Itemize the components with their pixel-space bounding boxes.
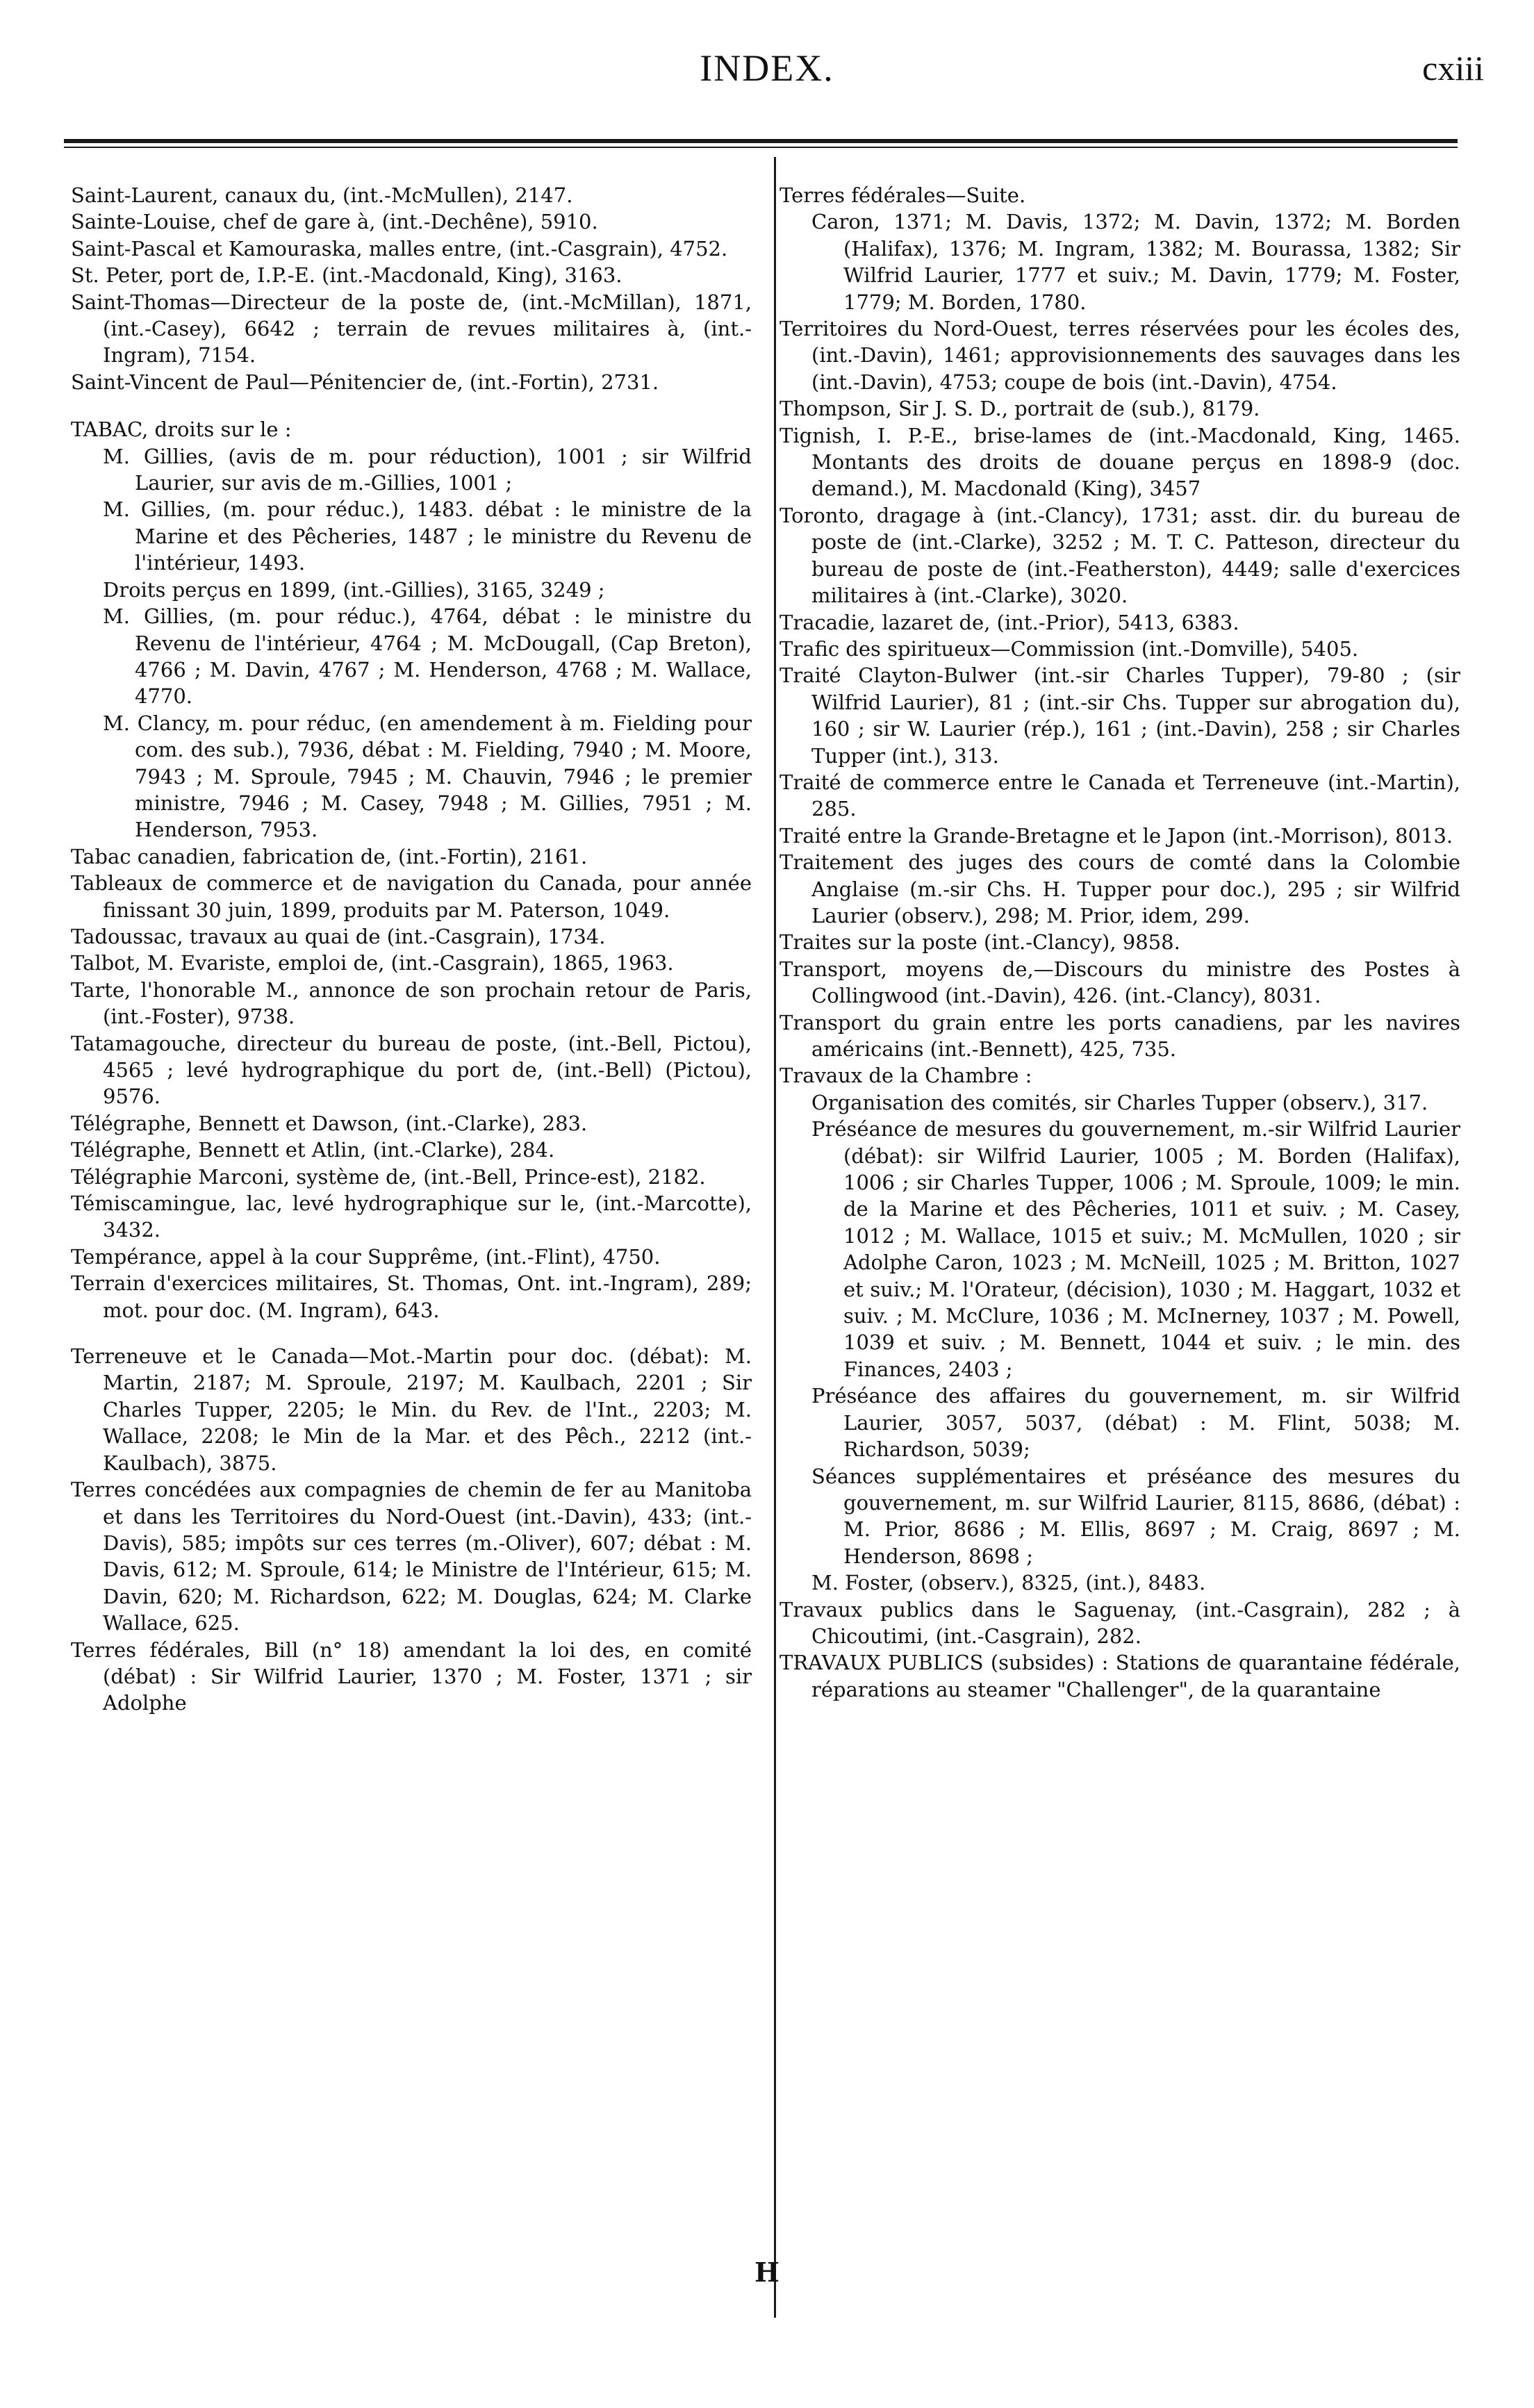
index-entry: Droits perçus en 1899, (int.-Gillies), 3165, 3249 ; (103, 577, 605, 602)
index-entry: Thompson, Sir J. S. D., portrait de (sub.), 8179. (780, 397, 1260, 421)
index-entry: Terres fédérales, Bill (n° 18) amendant la loi des, en comité (débat) : Sir Wilfrid Laurier, 1370 ; M. Foster, 1371 ; sir Adolphe (71, 1638, 752, 1715)
index-entry: Tracadie, lazaret de, (int.-Prior), 5413, 6383. (780, 610, 1239, 634)
index-entry: Télégraphe, Bennett et Atlin, (int.-Clarke), 284. (71, 1138, 555, 1162)
index-entry: Travaux de la Chambre : (780, 1064, 1032, 1088)
index-entry: Saint-Pascal et Kamouraska, malles entre, (int.-Casgrain), 4752. (71, 236, 728, 261)
index-entry: M. Gillies, (m. pour réduc.), 4764, débat : le ministre du Revenu de l'intérieur, 4764 ; M. McDougall, (Cap Breton), 4766 ; M. Davin, 4767 ; M. Henderson, 4768 ; M. Wallace, 4770. (103, 604, 752, 709)
index-entry: M. Gillies, (m. pour réduc.), 1483. débat : le ministre de la Marine et des Pêcheries, 1487 ; le ministre du Revenu de l'intérieur, 1493. (103, 497, 752, 575)
index-entry: Terrain d'exercices militaires, St. Thomas, Ont. int.-Ingram), 289; mot. pour doc. (M. Ingram), 643. (71, 1271, 752, 1322)
index-entry: Témiscamingue, lac, levé hydrographique sur le, (int.-Marcotte), 3432. (71, 1191, 752, 1242)
index-entry: Terres concédées aux compagnies de chemin de fer au Manitoba et dans les Territoires du Nord-Ouest (int.-Davin), 433; (int.-Davis), 585; impôts sur ces terres (m.-Oliver), 607; débat : M. Davis, 612; M. Sproule, 614; le Ministre de l'Intérieur, 615; M. Davin, 620; M. Richardson, 622; M. Douglas, 624; M. Clarke Wallace, 625. (71, 1478, 752, 1635)
column-divider (774, 157, 776, 2318)
index-entry: Tempérance, appel à la cour Supprême, (int.-Flint), 4750. (71, 1244, 661, 1269)
page-number: cxiii (1422, 49, 1484, 88)
index-entry: M. Gillies, (avis de m. pour réduction), 1001 ; sir Wilfrid Laurier, sur avis de m.-Gillies, 1001 ; (103, 444, 752, 495)
page-header (0, 0, 1534, 132)
index-entry: M. Clancy, m. pour réduc, (en amendement à m. Fielding pour com. des sub.), 7936, débat : M. Fielding, 7940 ; M. Moore, 7943 ; M. Sproule, 7945 ; M. Chauvin, 7946 ; le premier ministre, 7946 ; M. Casey, 7948 ; M. Gillies, 7951 ; M. Henderson, 7953. (103, 711, 752, 842)
index-entry: St. Peter, port de, I.P.-E. (int.-Macdonald, King), 3163. (71, 263, 622, 288)
index-entry: Tadoussac, travaux au quai de (int.-Casgrain), 1734. (71, 924, 606, 948)
index-entry: Télégraphe, Bennett et Dawson, (int.-Clarke), 283. (71, 1111, 588, 1135)
index-entry: Traité de commerce entre le Canada et Terreneuve (int.-Martin), 285. (780, 770, 1460, 821)
index-entry: Tabac canadien, fabrication de, (int.-Fortin), 2161. (71, 844, 588, 868)
header-rule-thick (64, 139, 1458, 143)
index-entry: Terres fédérales—Suite. (780, 183, 1026, 207)
index-entry: Transport, moyens de,—Discours du ministre des Postes à Collingwood (int.-Davin), 426. (int.-Clancy), 8031. (780, 957, 1460, 1008)
index-entry: Préséance des affaires du gouvernement, m. sir Wilfrid Laurier, 3057, 5037, (débat) : M. Flint, 5038; M. Richardson, 5039; (811, 1384, 1460, 1462)
index-entry: Saint-Vincent de Paul—Pénitencier de, (int.-Fortin), 2731. (71, 370, 659, 394)
index-entry: Saint-Thomas—Directeur de la poste de, (int.-McMillan), 1871, (int.-Casey), 6642 ; terrain de revues militaires à, (int.-Ingram), 7154. (71, 290, 752, 368)
index-entry: Télégraphie Marconi, système de, (int.-Bell, Prince-est), 2182. (71, 1164, 706, 1189)
index-column-right (780, 182, 1460, 1703)
index-entry: Traité entre la Grande-Bretagne et le Japon (int.-Morrison), 8013. (780, 823, 1453, 848)
index-entry: TABAC, droits sur le : (71, 418, 292, 442)
index-entry: M. Foster, (observ.), 8325, (int.), 8483. (811, 1571, 1206, 1595)
index-entry: Sainte-Louise, chef de gare à, (int.-Dechêne), 5910. (71, 210, 598, 234)
index-entry: Travaux publics dans le Saguenay, (int.-Casgrain), 282 ; à Chicoutimi, (int.-Casgrain), 282. (780, 1597, 1460, 1648)
index-entry: Terreneuve et le Canada—Mot.-Martin pour doc. (débat): M. Martin, 2187; M. Sproule, 2197; M. Kaulbach, 2201 ; Sir Charles Tupper, 2205; le Min. du Rev. de l'Int., 2203; M. Wallace, 2208; le Min de la Mar. et des Pêch., 2212 (int.-Kaulbach), 3875. (71, 1344, 752, 1475)
index-entry: Tarte, l'honorable M., annonce de son prochain retour de Paris, (int.-Foster), 9738. (71, 978, 752, 1029)
index-entry: Tatamagouche, directeur du bureau de poste, (int.-Bell, Pictou), 4565 ; levé hydrographique du port de, (int.-Bell) (Pictou), 9576. (71, 1031, 752, 1109)
header-rule-thin (64, 147, 1458, 148)
index-entry: Saint-Laurent, canaux du, (int.-McMullen), 2147. (71, 183, 573, 207)
index-entry: Traites sur la poste (int.-Clancy), 9858. (780, 930, 1180, 955)
index-entry: Trafic des spiritueux—Commission (int.-Domville), 5405. (780, 636, 1359, 661)
signature-mark: H (754, 2257, 780, 2288)
index-entry: Caron, 1371; M. Davis, 1372; M. Davin, 1372; M. Borden (Halifax), 1376; M. Ingram, 1382; M. Bourassa, 1382; Sir Wilfrid Laurier, 1777 et suiv.; M. Davin, 1779; M. Foster, 1779; M. Borden, 1780. (811, 210, 1460, 314)
index-entry: Tignish, I. P.-E., brise-lames de (int.-Macdonald, King, 1465. Montants des droits de douane perçus en 1898-9 (doc. demand.), M. Macdonald (King), 3457 (780, 423, 1460, 501)
index-entry: Toronto, dragage à (int.-Clancy), 1731; asst. dir. du bureau de poste de (int.-Clarke), 3252 ; M. T. C. Patteson, directeur du bureau de poste de (int.-Featherston), 4449; salle d'exercices militaires à (int.-Clarke), 3020. (780, 503, 1460, 608)
index-entry: Organisation des comités, sir Charles Tupper (observ.), 317. (811, 1090, 1428, 1114)
index-entry: Préséance de mesures du gouvernement, m.-sir Wilfrid Laurier (débat): sir Wilfrid Laurier, 1005 ; M. Borden (Halifax), 1006 ; sir Charles Tupper, 1006 ; M. Sproule, 1009; le min. de la Marine et des Pêcheries, 1011 et suiv. ; M. Casey, 1012 ; M. Wallace, 1015 et suiv.; M. McMullen, 1020 ; sir Adolphe Caron, 1023 ; M. McNeill, 1025 ; M. Britton, 1027 et suiv.; M. l'Orateur, (décision), 1030 ; M. Haggart, 1032 et suiv. ; M. McClure, 1036 ; M. McInerney, 1037 ; M. Powell, 1039 et suiv. ; M. Bennett, 1044 et suiv. ; le min. des Finances, 2403 ; (811, 1117, 1460, 1381)
index-entry: Territoires du Nord-Ouest, terres réservées pour les écoles des, (int.-Davin), 1461; approvisionnements des sauvages dans les (int.-Davin), 4753; coupe de bois (int.-Davin), 4754. (780, 317, 1460, 394)
index-entry: Talbot, M. Evariste, emploi de, (int.-Casgrain), 1865, 1963. (71, 951, 674, 975)
index-entry: TRAVAUX PUBLICS (subsides) : Stations de quarantaine fédérale, réparations au steamer "Challenger", de la quarantaine (780, 1651, 1460, 1701)
page-title: INDEX. (700, 47, 834, 89)
index-column-left (71, 182, 752, 1717)
index-entry: Transport du grain entre les ports canadiens, par les navires américains (int.-Bennett), 425, 735. (780, 1010, 1460, 1061)
index-entry: Traité Clayton-Bulwer (int.-sir Charles Tupper), 79-80 ; (sir Wilfrid Laurier), 81 ; (int.-sir Chs. Tupper sur abrogation du), 160 ; sir W. Laurier (rép.), 161 ; (int.-Davin), 258 ; sir Charles Tupper (int.), 313. (780, 663, 1460, 768)
index-entry: Tableaux de commerce et de navigation du Canada, pour année finissant 30 juin, 1899, produits par M. Paterson, 1049. (71, 871, 752, 922)
index-entry: Traitement des juges des cours de comté dans la Colombie Anglaise (m.-sir Chs. H. Tupper pour doc.), 295 ; sir Wilfrid Laurier (observ.), 298; M. Prior, idem, 299. (780, 850, 1460, 927)
index-entry: Séances supplémentaires et préséance des mesures du gouvernement, m. sur Wilfrid Laurier, 8115, 8686, (débat) : M. Prior, 8686 ; M. Ellis, 8697 ; M. Craig, 8697 ; M. Henderson, 8698 ; (811, 1464, 1460, 1568)
